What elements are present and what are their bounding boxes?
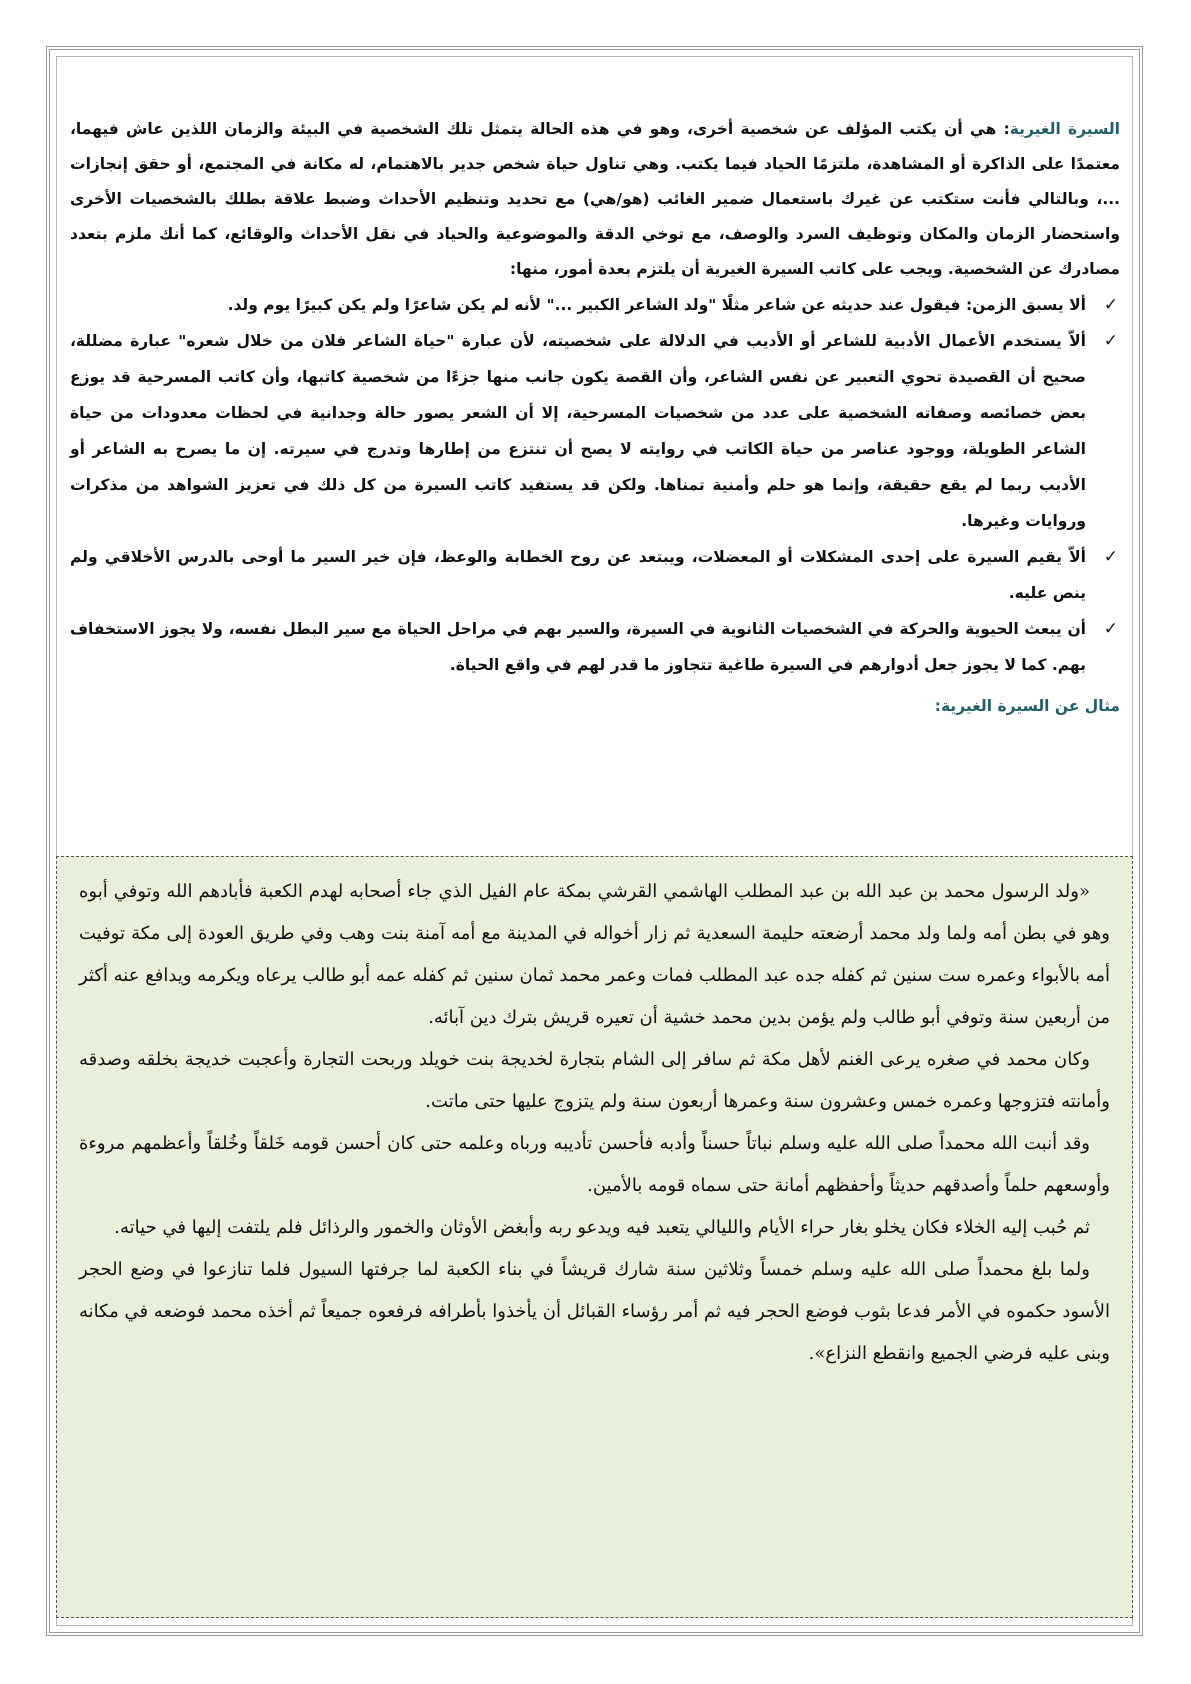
example-paragraph: وقد أنبت الله محمداً صلى الله عليه وسلم نباتاً حسناً وأدبه فأحسن تأديبه ورباه وعلمه حتى كان أحسن قومه خَلقاً وخُلقاً وأعظمهم مروءة وأوسعهم حلماً وأصدقهم حديثاً وأحفظهم أمانة حتى سماه قومه بالأمين.	[79, 1133, 1110, 1196]
example-title: مثال عن السيرة الغيرية:	[934, 697, 1120, 715]
intro-paragraph	[70, 112, 1120, 287]
example-paragraph: ولما بلغ محمداً صلى الله عليه وسلم خمساً وثلاثين سنة شارك قريشاً في بناء الكعبة لما جرفتها السيول فلما تنازعوا في وضع الحجر الأسود حكموه في الأمر فدعا بثوب فوضع الحجر فيه ثم أمر رؤساء القبائل أن يأخذوا بأطرافه فرفعوه جميعاً ثم أخذه محمد فوضعه في مكانه وبنى عليه فرضي الجميع وانقطع النزاع».	[79, 1259, 1110, 1364]
checkmark-icon: ✓	[1103, 295, 1118, 315]
example-paragraph: وكان محمد في صغره يرعى الغنم لأهل مكة ثم سافر إلى الشام بتجارة لخديجة بنت خويلد وربحت التجارة وأعجبت خديجة بخلقه وصدقه وأمانته فتزوجها وعمره خمس وعشرون سنة وعمرها أربعون سنة ولم يتزوج عليها حتى ماتت.	[79, 1049, 1110, 1112]
rules-list	[70, 287, 1120, 683]
term-heading: السيرة الغيرية	[1009, 120, 1120, 138]
rule-text: ألا يسبق الزمن: فيقول عند حديثه عن شاعر مثلًا "ولد الشاعر الكبير ..." لأنه لم يكن شاعرًا ولم يكن كبيرًا يوم ولد.	[227, 296, 1086, 314]
checkmark-icon: ✓	[1103, 331, 1118, 351]
list-item	[70, 611, 1120, 683]
list-item	[70, 287, 1120, 323]
example-box	[56, 856, 1133, 1618]
rule-text: أن يبعث الحيوية والحركة في الشخصيات الثانوية في السيرة، والسير بهم في مراحل الحياة مع سير البطل نفسه، ولا يجوز الاستخفاف بهم. كما لا يجوز جعل أدوارهم في السيرة طاغية تتجاوز ما قدر لهم في واقع الحياة.	[70, 620, 1086, 674]
list-item	[70, 323, 1120, 539]
list-item	[70, 539, 1120, 611]
document-body	[70, 112, 1120, 723]
intro-text: : هي أن يكتب المؤلف عن شخصية أخرى، وهو في هذه الحالة يتمثل تلك الشخصية في البيئة والزمان اللذين عاش فيهما، معتمدًا على الذاكرة أو المشاهدة، ملتزمًا الحياد فيما يكتب. وهي تناول حياة شخص جدير بالاهتمام، له مكانة في المجتمع، أو حقق إنجازات ...، وبالتالي فأنت ستكتب عن غيرك باستعمال ضمير الغائب (هو/هي) مع تحديد وتنظيم الأحداث وضبط علاقة بطلك بالشخصيات الأخرى واستحضار الزمان والمكان وتوظيف السرد والوصف، مع توخي الدقة والموضوعية والحياد في نقل الأحداث والوقائع، كما أنك ملزم بتعدد مصادرك عن الشخصية. ويجب على كاتب السيرة الغيرية أن يلتزم بعدة أمور، منها:	[70, 120, 1120, 278]
rule-text: ألاّ يقيم السيرة على إحدى المشكلات أو المعضلات، ويبتعد عن روح الخطابة والوعظ، فإن خير السير ما أوحى بالدرس الأخلاقي ولم ينص عليه.	[70, 548, 1086, 602]
checkmark-icon: ✓	[1103, 619, 1118, 639]
rule-text: ألاّ يستخدم الأعمال الأدبية للشاعر أو الأديب في الدلالة على شخصيته، لأن عبارة "حياة الشاعر فلان من خلال شعره" عبارة مضللة، صحيح أن القصيدة تحوي التعبير عن نفس الشاعر، وأن القصة يكون جانب منها جزءًا من شخصية كاتبها، وأن كاتب المسرحية قد يوزع بعض خصائصه وصفاته الشخصية على عدد من شخصيات المسرحية، إلا أن الشعر يصور حالة وجدانية في لحظات معدودات من حياة الشاعر الطويلة، ووجود عناصر من حياة الكاتب في روايته لا يصح أن تنتزع من إطارها وتدرج في سيرته. إن ما يصرح به الشاعر أو الأديب ربما لم يقع حقيقة، وإنما هو حلم وأمنية تمناها. ولكن قد يستفيد كاتب السيرة من كل ذلك في تعزيز الشواهد من مذكرات وروايات وغيرها.	[70, 332, 1086, 530]
example-paragraph: ثم حُبب إليه الخلاء فكان يخلو بغار حراء الأيام والليالي يتعبد فيه ويدعو ربه وأبغض الأوثان والخمور والرذائل فلم يلتفت إليها في حياته.	[114, 1217, 1090, 1238]
checkmark-icon: ✓	[1103, 547, 1118, 567]
example-paragraph: «ولد الرسول محمد بن عبد الله بن عبد المطلب الهاشمي القرشي بمكة عام الفيل الذي جاء أصحابه لهدم الكعبة فأبادهم الله وتوفي أبوه وهو في بطن أمه ولما ولد محمد أرضعته حليمة السعدية ثم زار أخواله في المدينة مع أمه آمنة بنت وهب وفي طريق العودة إلى مكة توفيت أمه بالأبواء وعمره ست سنين ثم كفله جده عبد المطلب فمات وعمر محمد ثمان سنين ثم كفله عمه أبو طالب يرعاه ويكرمه ويدافع عنه أكثر من أربعين سنة وتوفي أبو طالب ولم يؤمن بدين محمد خشية أن تعيره قريش بترك دين آبائه.	[79, 881, 1110, 1028]
